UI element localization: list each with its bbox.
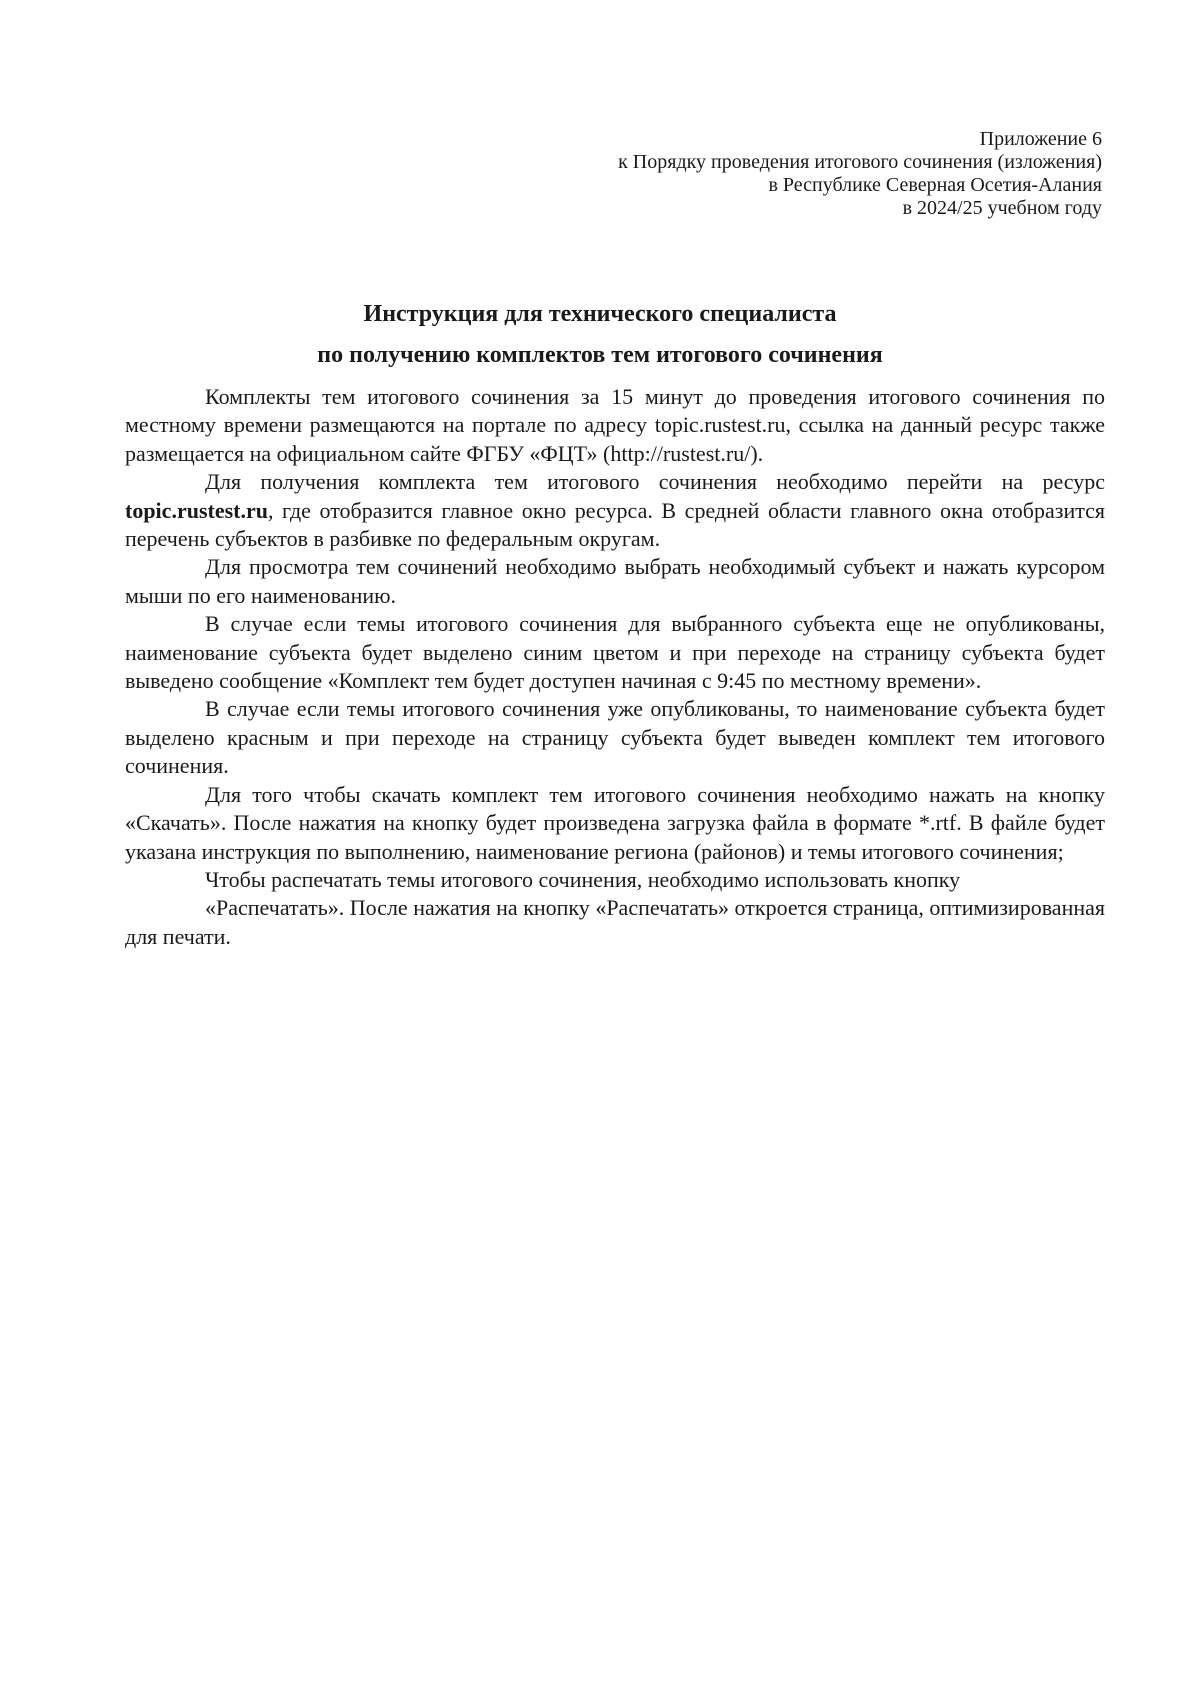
appendix-line-1: Приложение 6 (979, 128, 1102, 150)
appendix-line-2: к Порядку проведения итогового сочинения (изложения) (618, 151, 1102, 173)
paragraph-5: В случае если темы итогового сочинения уже опубликованы, то наименование субъекта будет выделено красным и при переходе на страницу субъекта будет выведен комплект тем итогового сочинения. (125, 696, 1105, 779)
appendix-header (618, 128, 1102, 220)
paragraph-2-text-end: , где отобразится главное окно ресурса. В средней области главного окна отобразится перечень субъектов в разбивке по федеральным округам. (125, 497, 1105, 552)
paragraph-7: Чтобы распечатать темы итогового сочинения, необходимо использовать кнопку (205, 866, 961, 892)
paragraph-8: «Распечатать». После нажатия на кнопку «Распечатать» откроется страница, оптимизированная для печати. (125, 895, 1105, 949)
document-title (0, 294, 1200, 376)
paragraph-1: Комплекты тем итогового сочинения за 15 минут до проведения итогового сочинения по местному времени размещаются на портале по адресу topic.rustest.ru, ссылка на данный ресурс также размещается на официальном сайте ФГБУ «ФЦТ» (http://rustest.ru/). (125, 384, 1105, 466)
paragraph-4: В случае если темы итогового сочинения для выбранного субъекта еще не опубликованы, наименование субъекта будет выделено синим цветом и при переходе на страницу субъекта будет выведено сообщение «Комплект тем будет доступен начиная с 9:45 по местному времени». (125, 611, 1105, 694)
paragraph-3: Для просмотра тем сочинений необходимо выбрать необходимый субъект и нажать курсором мыши по его наименованию. (125, 554, 1105, 608)
document-body (125, 383, 1105, 951)
paragraph-2-text-start: Для получения комплекта тем итогового сочинения необходимо перейти на ресурс (205, 469, 1105, 495)
appendix-line-4: в 2024/25 учебном году (902, 197, 1102, 219)
title-line-1: Инструкция для технического специалиста (363, 301, 837, 327)
paragraph-6: Для того чтобы скачать комплект тем итогового сочинения необходимо нажать на кнопку «Скачать». После нажатия на кнопку будет произведена загрузка файла в формате *.rtf. В файле будет указана инструкция по выполнению, наименование региона (районов) и темы итогового сочинения; (125, 781, 1105, 864)
portal-address: topic.rustest.ru (125, 497, 268, 523)
appendix-line-3: в Республике Северная Осетия-Алания (768, 174, 1102, 196)
paragraph-2 (125, 468, 1105, 553)
title-line-2: по получению комплектов тем итогового сочинения (317, 342, 883, 368)
